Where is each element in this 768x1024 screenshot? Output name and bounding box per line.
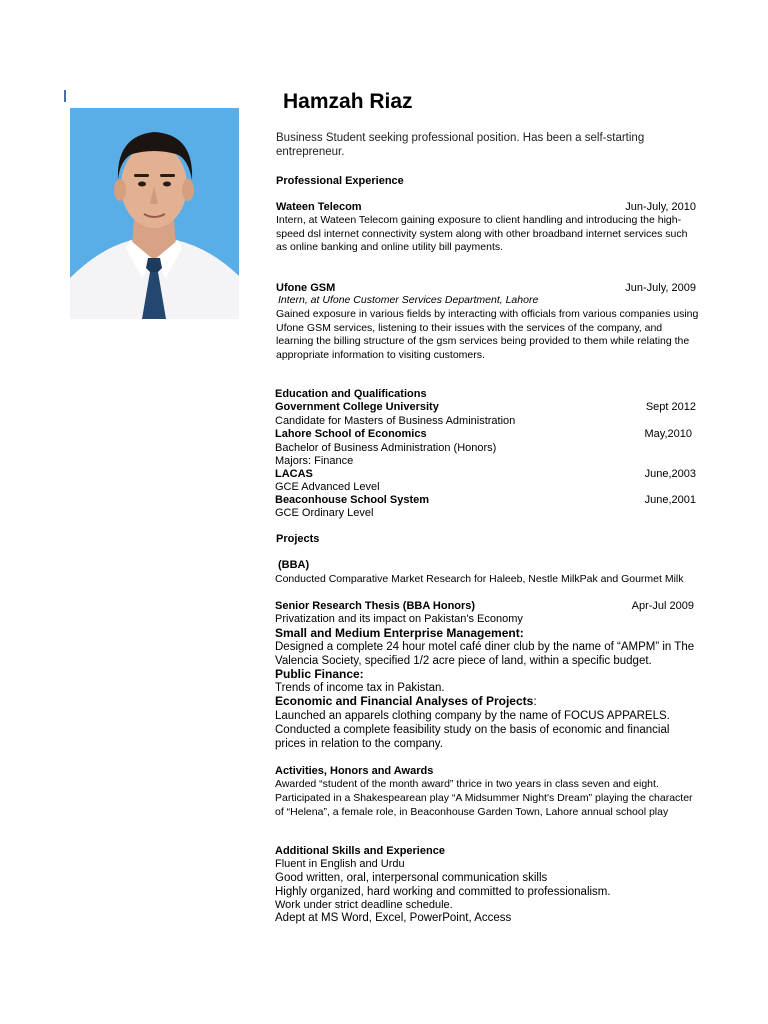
school-name: LACAS [275,468,313,480]
school-date: Sept 2012 [645,401,696,413]
school-detail: Bachelor of Business Administration (Honors) [275,442,497,454]
skill-item: Work under strict deadline schedule. [275,899,453,911]
project-public-finance-title: Public Finance: [275,667,364,681]
project-efa-description: Launched an apparels clothing company by the name of FOCUS APPARELS. Conducted a complete feasibility study on the basis of economic and financial prices in relation to the company. [275,710,670,750]
project-bba-label: (BBA) [278,559,310,571]
project-public-finance-description: Trends of income tax in Pakistan. [275,682,445,694]
project-sme-title: Small and Medium Enterprise Management: [275,626,524,640]
education-heading: Education and Qualifications [275,388,427,400]
profile-photo [70,108,239,319]
project-thesis-description: Privatization and its impact on Pakistan's Economy [275,613,523,625]
job-description: Gained exposure in various fields by interacting with officials from various companies using Ufone GSM services, listening to their issues with the services of the company, and learning the billing structure of the gsm services being provided to them while relating the appropriate information to visiting customers. [276,308,699,361]
school-name: Beaconhouse School System [275,494,430,506]
school-detail: GCE Ordinary Level [275,507,374,519]
skill-item: Fluent in English and Urdu [275,858,405,870]
school-name: Lahore School of Economics [275,428,427,440]
activity-item: Awarded “student of the month award” thrice in two years in class seven and eight. [275,778,659,790]
skill-item: Adept at MS Word, Excel, PowerPoint, Access [275,912,512,924]
school-date: June,2001 [644,494,696,506]
job-date: Jun-July, 2010 [625,201,696,213]
job-org: Ufone GSM [276,282,336,294]
project-thesis-title: Senior Research Thesis (BBA Honors) [275,600,476,612]
activities-heading: Activities, Honors and Awards [275,765,434,777]
project-thesis-date: Apr-Jul 2009 [631,600,694,612]
job-description: Intern, at Wateen Telecom gaining exposure to client handling and introducing the high-speed dsl internet connectivity system along with other broadband internet services such as online banking and online utility bill payments. [276,214,688,253]
school-detail: GCE Advanced Level [275,481,380,493]
project-sme-description: Designed a complete 24 hour motel café diner club by the name of “AMPM” in The Valencia Society, specified 1/2 acre piece of land, within a specific budget. [275,641,695,667]
activity-item: Participated in a Shakespearean play “A Midsummer Night's Dream” playing the character of “Helena”, a female role, in Beaconhouse Garden Town, Lahore annual school play [275,792,693,818]
summary-text: Business Student seeking professional position. Has been a self-starting entrepreneur. [276,132,645,158]
skill-item: Good written, oral, interpersonal communication skills [275,872,548,884]
project-efa-title: Economic and Financial Analyses of Projects: [275,694,537,708]
school-date: May,2010 [644,428,692,440]
skill-item: Highly organized, hard working and committed to professionalism. [275,886,611,898]
job-org: Wateen Telecom [276,201,362,213]
projects-heading: Projects [276,533,320,545]
job-role: Intern, at Ufone Customer Services Department, Lahore [278,294,539,306]
school-name: Government College University [275,401,439,413]
job-date: Jun-July, 2009 [625,282,696,294]
project-bba-description: Conducted Comparative Market Research for Haleeb, Nestle MilkPak and Gourmet Milk [275,573,684,585]
school-detail: Majors: Finance [275,455,354,467]
school-detail: Candidate for Masters of Business Administration [275,415,516,427]
school-date: June,2003 [644,468,696,480]
text-cursor-mark [64,90,66,102]
resume-name: Hamzah Riaz [283,90,413,113]
skills-heading: Additional Skills and Experience [275,845,445,857]
experience-heading: Professional Experience [276,175,404,187]
